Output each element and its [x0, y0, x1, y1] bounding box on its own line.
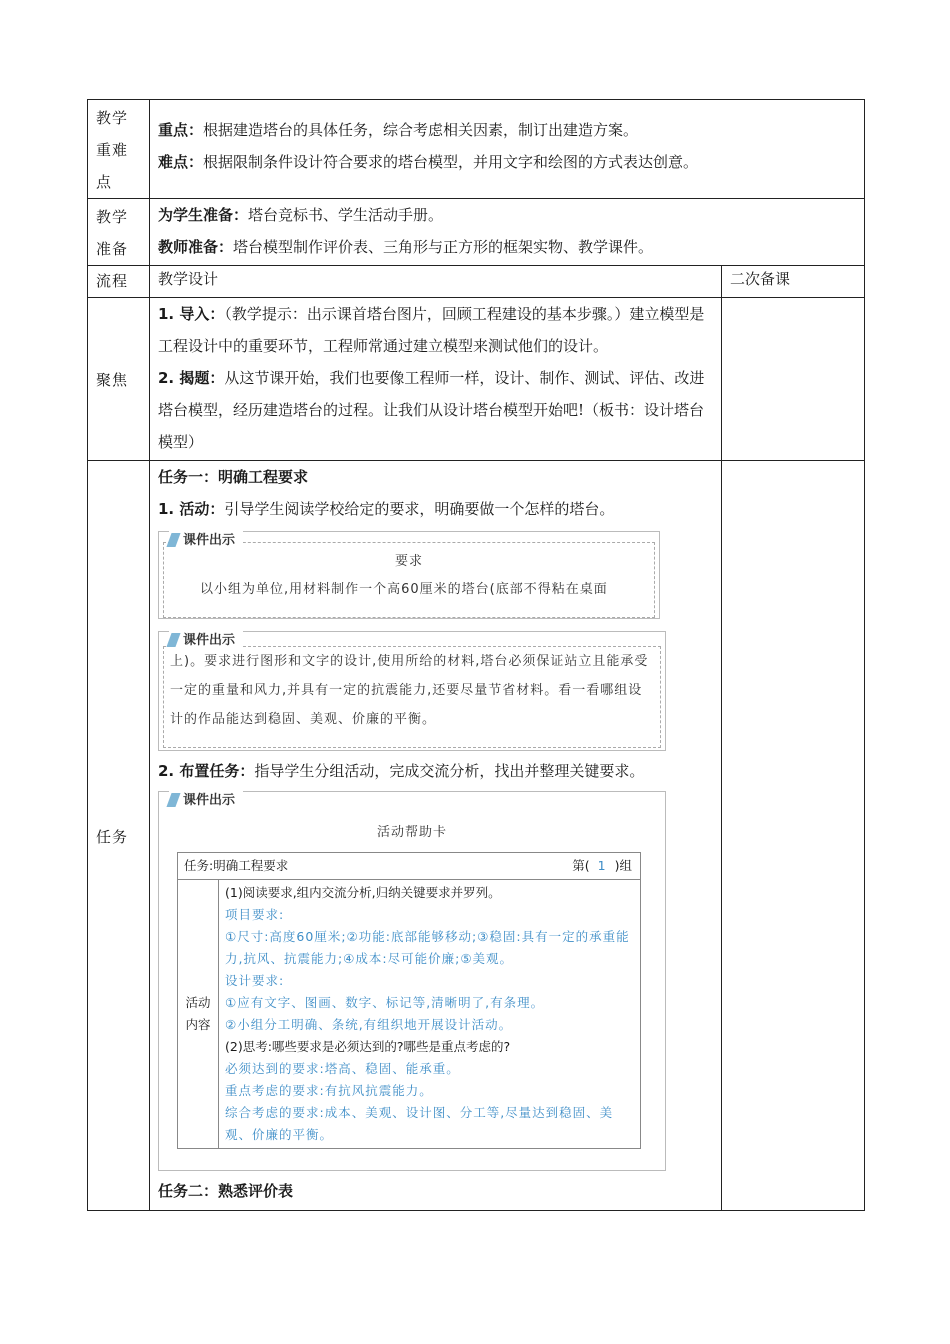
row-difficulty [88, 100, 865, 199]
courseware-tag: 课件出示 [169, 630, 243, 652]
help-card-title: 活动帮助卡 [376, 825, 447, 840]
lesson-plan-table [87, 99, 865, 1211]
courseware-tag: 课件出示 [169, 790, 243, 812]
activity-1: 1. 活动：引导学生阅读学校给定的要求，明确要做一个怎样的塔台。 [158, 500, 615, 518]
courseware-panel-2 [158, 631, 666, 751]
help-card-line: ②小组分工明确、条统,有组织地开展设计活动。 [225, 1017, 513, 1032]
label-task: 任务 [88, 461, 150, 1211]
courseware-panel-1 [158, 531, 660, 619]
difficulty-content [150, 100, 865, 199]
header-design: 教学设计 [150, 266, 722, 298]
teacher-prep: 教师准备：塔台模型制作评价表、三角形与正方形的框架实物、教学课件。 [158, 238, 654, 256]
label-prep: 教学 准备 [88, 199, 150, 266]
intro-paragraph: 1. 导入：（教学提示：出示课首塔台图片，回顾工程建设的基本步骤。）建立模型是工程设计中的重要环节，工程师常通过建立模型来测试他们的设计。 [158, 305, 705, 355]
panel2-text: 上)。要求进行图形和文字的设计,使用所给的材料,塔台必须保证站立且能承受一定的重量和风力,并具有一定的抗震能力,还要尽量节省材料。看一看哪组设计的作品能达到稳固、美观、价廉的平衡。 [170, 654, 649, 727]
help-card-side-label: 活动 内容 [178, 880, 219, 1149]
activity-2: 2. 布置任务：指导学生分组活动，完成交流分析，找出并整理关键要求。 [158, 762, 645, 780]
hard-point: 难点：根据限制条件设计符合要求的塔台模型，并用文字和绘图的方式表达创意。 [158, 153, 699, 171]
label-difficulty: 教学 重难 点 [88, 100, 150, 199]
prep-content [150, 199, 865, 266]
help-card-line: 综合考虑的要求:成本、美观、设计图、分工等,尽量达到稳固、美观、价廉的平衡。 [225, 1105, 614, 1142]
row-prep [88, 199, 865, 266]
help-card-line: ①尺寸:高度60厘米;②功能:底部能够移动;③稳固:具有一定的承重能力,抗风、抗震能力;④成本:尽可能价廉;⑤美观。 [225, 929, 630, 966]
help-card-line: (2)思考:哪些要求是必须达到的?哪些是重点考虑的? [225, 1039, 511, 1054]
help-card-line: (1)阅读要求,组内交流分析,归纳关键要求并罗列。 [225, 885, 501, 900]
row-task [88, 461, 865, 1211]
task1-title: 任务一：明确工程要求 [158, 468, 309, 486]
courseware-tag: 课件出示 [169, 530, 243, 552]
help-card-line: 必须达到的要求:塔高、稳固、能承重。 [225, 1061, 460, 1076]
group-number: 1 [597, 858, 607, 873]
row-focus [88, 298, 865, 461]
student-prep: 为学生准备：塔台竞标书、学生活动手册。 [158, 206, 444, 224]
task-content [150, 461, 722, 1211]
courseware-panel-3 [158, 791, 666, 1171]
topic-paragraph: 2. 揭题：从这节课开始，我们也要像工程师一样，设计、制作、测试、评估、改进塔台模型，经历建造塔台的过程。让我们从设计塔台模型开始吧!（板书：设计塔台模型） [158, 369, 705, 451]
task-notes [722, 461, 865, 1211]
help-card-line: 项目要求: [225, 907, 285, 922]
help-card-body [219, 880, 641, 1149]
key-point: 重点：根据建造塔台的具体任务，综合考虑相关因素，制订出建造方案。 [158, 121, 639, 139]
row-header [88, 266, 865, 298]
focus-notes [722, 298, 865, 461]
panel1-text: 以小组为单位,用材料制作一个高60厘米的塔台(底部不得粘在桌面 [200, 582, 608, 597]
help-card-line: ①应有文字、图画、数字、标记等,清晰明了,有条理。 [225, 995, 545, 1010]
help-card-table [177, 852, 641, 1149]
label-focus: 聚焦 [88, 298, 150, 461]
panel1-title: 要求 [394, 554, 423, 569]
focus-content [150, 298, 722, 461]
help-card-header: 任务:明确工程要求 第( 1 )组 [178, 853, 641, 880]
help-card-line: 重点考虑的要求:有抗风抗震能力。 [225, 1083, 433, 1098]
task2-title: 任务二：熟悉评价表 [158, 1182, 294, 1200]
header-flow: 流程 [88, 266, 150, 298]
help-card-line: 设计要求: [225, 973, 285, 988]
header-notes: 二次备课 [722, 266, 865, 298]
